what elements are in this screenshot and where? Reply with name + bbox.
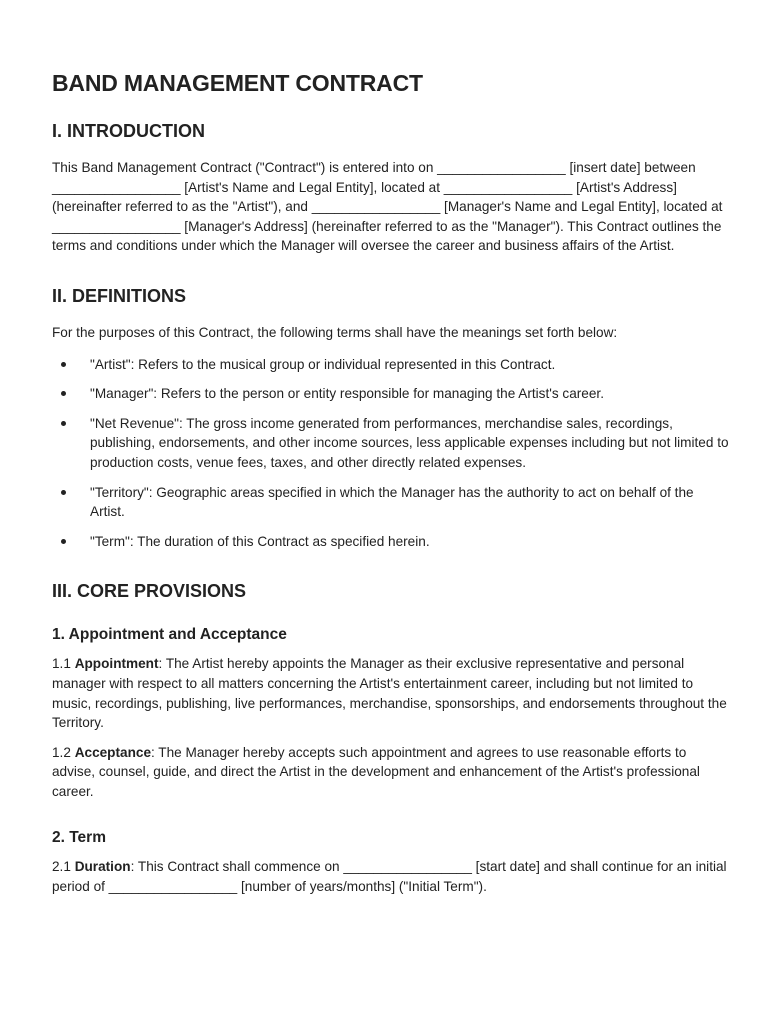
definitions-list xyxy=(52,355,730,552)
clause-text: : The Artist hereby appoints the Manager as their exclusive representative and personal manager with respect to all matters concerning the Artist's entertainment career, including but not limited to music, recordings, publishing, live performances, merchandise, sponsorships, and endorsements throughout the Territory. xyxy=(52,656,727,731)
clause-label: Appointment xyxy=(74,656,159,672)
term-heading: 2. Term xyxy=(52,829,106,847)
definitions-lead: For the purposes of this Contract, the following terms shall have the meanings set forth below: xyxy=(52,324,618,340)
definition-text: "Territory": Geographic areas specified in which the Manager has the authority to act on behalf of the Artist. xyxy=(90,484,694,520)
introduction-paragraph: This Band Management Contract ("Contract") is entered into on _________________ [insert date] between _________________ [Artist's Name and Legal Entity], located at _________________ [Artist's Address] (hereinafter referred to as the "Artist"), and _________________ [Manager's Name and Legal Entity], located at _________________ [Manager's Address] (hereinafter referred to as the "Manager"). This Contract outlines the terms and conditions under which the Manager will oversee the career and business affairs of the Artist. xyxy=(52,160,723,254)
clause-text: : The Manager hereby accepts such appointment and agrees to use reasonable efforts to advise, counsel, guide, and direct the Artist in the development and enhancement of the Artist's professional career. xyxy=(52,744,700,799)
clause-1-2 xyxy=(52,743,730,802)
definitions-heading: II. DEFINITIONS xyxy=(52,285,187,306)
document-title: BAND MANAGEMENT CONTRACT xyxy=(52,70,423,96)
appointment-heading: 1. Appointment and Acceptance xyxy=(52,626,287,644)
bullet-icon xyxy=(61,362,66,367)
core-provisions-heading: III. CORE PROVISIONS xyxy=(52,581,247,602)
definition-text: "Artist": Refers to the musical group or individual represented in this Contract. xyxy=(90,356,556,372)
definition-text: "Net Revenue": The gross income generated from performances, merchandise sales, recordings, publishing, endorsements, and other income sources, less applicable expenses including but not limited to production costs, venue fees, taxes, and other directly related expenses. xyxy=(90,415,729,470)
definition-item-territory xyxy=(52,483,730,522)
clause-2-1 xyxy=(52,857,730,896)
definition-item-artist xyxy=(52,355,730,375)
definition-item-manager xyxy=(52,384,730,404)
clause-number: 2.1 xyxy=(52,859,75,875)
definition-text: "Manager": Refers to the person or entity responsible for managing the Artist's career. xyxy=(90,386,604,402)
clause-label: Acceptance xyxy=(74,744,151,760)
bullet-icon xyxy=(61,421,66,426)
bullet-icon xyxy=(61,490,66,495)
bullet-icon xyxy=(61,391,66,396)
definition-text: "Term": The duration of this Contract as specified herein. xyxy=(90,533,430,549)
definition-item-term xyxy=(52,532,730,552)
bullet-icon xyxy=(61,539,66,544)
clause-label: Duration xyxy=(74,859,131,875)
clause-1-1 xyxy=(52,654,730,732)
clause-number: 1.2 xyxy=(52,744,75,760)
clause-number: 1.1 xyxy=(52,656,75,672)
introduction-heading: I. INTRODUCTION xyxy=(52,121,205,141)
clause-text: : This Contract shall commence on _________________ [start date] and shall continue for an initial period of _________________ [number of years/months] ("Initial Term"). xyxy=(52,859,727,895)
definition-item-net-revenue xyxy=(52,414,730,473)
